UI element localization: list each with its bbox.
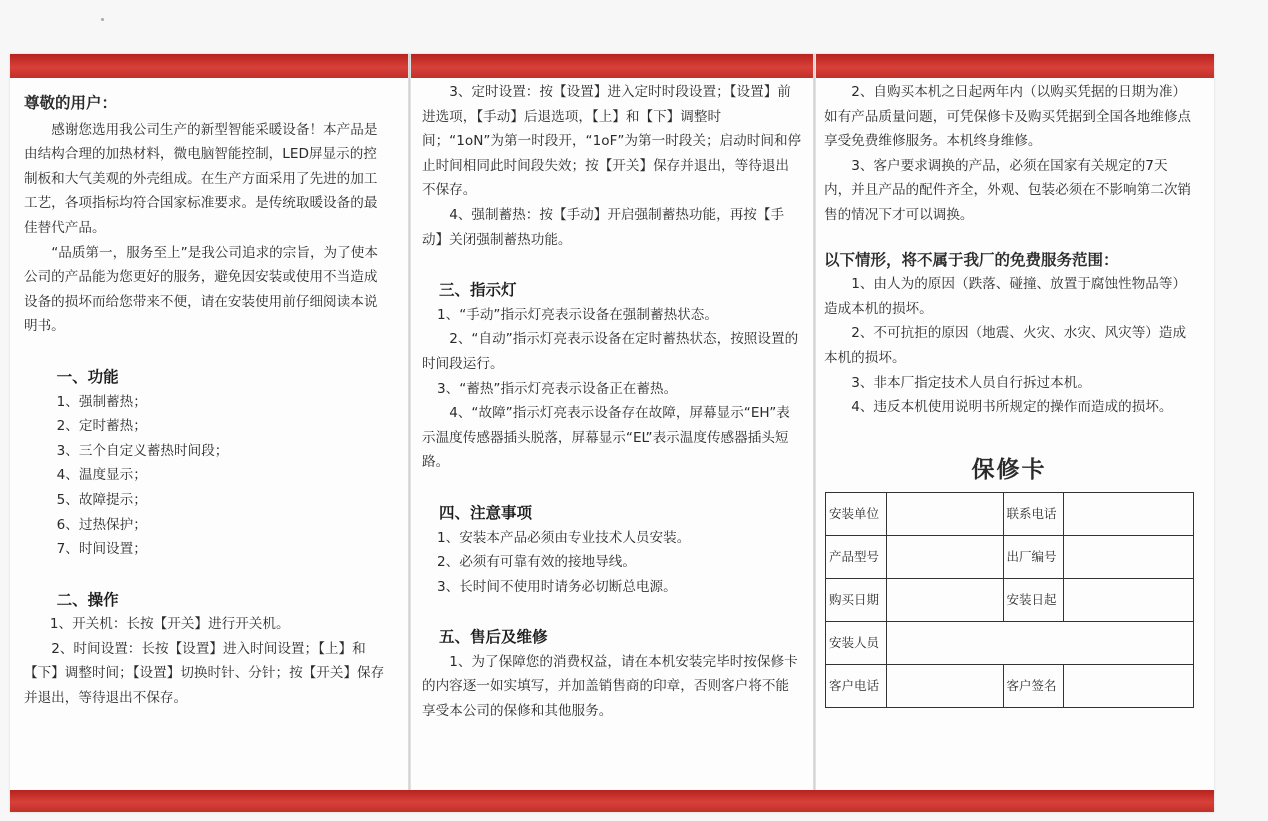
- contact-phone-label: 联系电话: [1003, 493, 1064, 536]
- customer-phone-label: 客户电话: [826, 665, 887, 708]
- customer-signature-label: 客户签名: [1003, 665, 1064, 708]
- warranty-card-title: 保修卡: [971, 456, 1047, 483]
- function-item: 4、温度显示；: [56, 467, 147, 484]
- installer-field[interactable]: [886, 622, 1193, 665]
- table-row: [826, 536, 1194, 579]
- install-date-label: 安装日起: [1003, 579, 1064, 622]
- panel-right: [824, 78, 1194, 708]
- operation-item-1: 1、开关机：长按【开关】进行开关机。: [49, 616, 290, 633]
- factory-number-field[interactable]: [1064, 536, 1194, 579]
- note-item: 3、长时间不使用时请务必切断总电源。: [436, 578, 677, 595]
- install-unit-label: 安装单位: [826, 493, 887, 536]
- indicator-item: 1、“手动”指示灯亮表示设备在强制蓄热状态。: [436, 306, 718, 323]
- function-item: 6、过热保护；: [56, 516, 147, 533]
- function-item: 1、强制蓄热；: [56, 393, 147, 410]
- notes-title: 四、注意事项: [439, 503, 533, 522]
- note-item: 1、安装本产品必须由专业技术人员安装。: [436, 529, 691, 546]
- product-model-field[interactable]: [886, 536, 1003, 579]
- installer-label: 安装人员: [826, 622, 887, 665]
- indicators-title: 三、指示灯: [439, 281, 517, 300]
- warranty-card-table: [825, 492, 1194, 708]
- exclusion-item: 1、由人为的原因（跌落、碰撞、放置于腐蚀性物品等）造成本机的损坏。: [824, 276, 1187, 317]
- intro-paragraph-2: “品质第一，服务至上”是我公司追求的宗旨，为了使本公司的产品能为您更好的服务，避免因安装或使用不当造成设备的损坏而给您带来不便，请在安装使用前仔细阅读本说明书。: [24, 244, 378, 335]
- bottom-red-band: [10, 790, 1214, 812]
- factory-number-label: 出厂编号: [1003, 536, 1064, 579]
- service-item-2: 2、自购买本机之日起两年内（以购买凭据的日期为准）如有产品质量问题，可凭保修卡及购买凭据到全国各地维修点享受免费维修服务。本机终身维修。: [824, 84, 1192, 150]
- function-item: 7、时间设置；: [56, 541, 147, 558]
- operation-title: 二、操作: [56, 590, 119, 609]
- fold-line-2: [813, 54, 816, 812]
- indicator-item: 2、“自动”指示灯亮表示设备在定时蓄热状态，按照设置的时间段运行。: [422, 331, 799, 372]
- service-item-3: 3、客户要求调换的产品，必须在国家有关规定的7天内，并且产品的配件齐全，外观、包装必须在不影响第二次销售的情况下才可以调换。: [824, 157, 1192, 223]
- indicator-item: 4、“故障”指示灯亮表示设备存在故障，屏幕显示“EH”表示温度传感器插头脱落，屏幕显示“EL”表示温度传感器插头短路。: [422, 405, 790, 471]
- customer-signature-field[interactable]: [1064, 665, 1194, 708]
- purchase-date-field[interactable]: [886, 579, 1003, 622]
- panel-left: [24, 78, 389, 711]
- service-title: 五、售后及维修: [439, 628, 548, 647]
- table-row: [826, 665, 1194, 708]
- top-red-band: [10, 54, 1214, 78]
- functions-title: 一、功能: [56, 367, 119, 386]
- contact-phone-field[interactable]: [1064, 493, 1194, 536]
- note-item: 2、必须有可靠有效的接地导线。: [436, 554, 636, 571]
- function-item: 5、故障提示；: [56, 491, 147, 508]
- scan-speck: [101, 18, 104, 21]
- exclusion-item: 2、不可抗拒的原因（地震、火灾、水灾、风灾等）造成本机的损坏。: [824, 325, 1187, 366]
- panel-middle: [422, 78, 802, 724]
- brochure-sheet: [10, 54, 1214, 812]
- purchase-date-label: 购买日期: [826, 579, 887, 622]
- indicator-item: 3、“蓄热”指示灯亮表示设备正在蓄热。: [436, 380, 678, 397]
- function-item: 2、定时蓄热；: [56, 418, 147, 435]
- table-row: [826, 579, 1194, 622]
- greeting: 尊敬的用户：: [24, 94, 118, 112]
- table-row: [826, 622, 1194, 665]
- install-unit-field[interactable]: [886, 493, 1003, 536]
- customer-phone-field[interactable]: [886, 665, 1003, 708]
- product-model-label: 产品型号: [826, 536, 887, 579]
- exclusion-item: 3、非本厂指定技术人员自行拆过本机。: [851, 374, 1091, 391]
- table-row: [826, 493, 1194, 536]
- install-date-field[interactable]: [1064, 579, 1194, 622]
- function-item: 3、三个自定义蓄热时间段；: [56, 442, 229, 459]
- intro-paragraph-1: 感谢您选用我公司生产的新型智能采暖设备！本产品是由结构合理的加热材料，微电脑智能控制，LED屏显示的控制板和大气美观的外壳组成。在生产方面采用了先进的加工工艺，各项指标均符合国家标准要求。是传统取暖设备的最佳替代产品。: [24, 121, 378, 236]
- operation-item-4: 4、强制蓄热：按【手动】开启强制蓄热功能，再按【手动】关闭强制蓄热功能。: [422, 206, 785, 248]
- operation-item-2: 2、时间设置：长按【设置】进入时间设置；【上】和【下】调整时间；【设置】切换时针、分针；按【开关】保存并退出，等待退出不保存。: [24, 640, 385, 707]
- exclusions-title: 以下情形，将不属于我厂的免费服务范围：: [824, 250, 1119, 269]
- service-item-1: 1、为了保障您的消费权益，请在本机安装完毕时按保修卡的内容逐一如实填写，并加盖销售商的印章，否则客户将不能享受本公司的保修和其他服务。: [422, 653, 798, 720]
- fold-line-1: [408, 54, 411, 812]
- operation-item-3: 3、定时设置：按【设置】进入定时时段设置；【设置】前进选项，【手动】后退选项，【上】和【下】调整时间；“1oN”为第一时段开，“1oF”为第一时段关；启动时间和停止时间相同此时间段失效；按【开关】保存并退出，等待退出不保存。: [422, 84, 802, 199]
- exclusion-item: 4、违反本机使用说明书所规定的操作而造成的损坏。: [851, 399, 1173, 416]
